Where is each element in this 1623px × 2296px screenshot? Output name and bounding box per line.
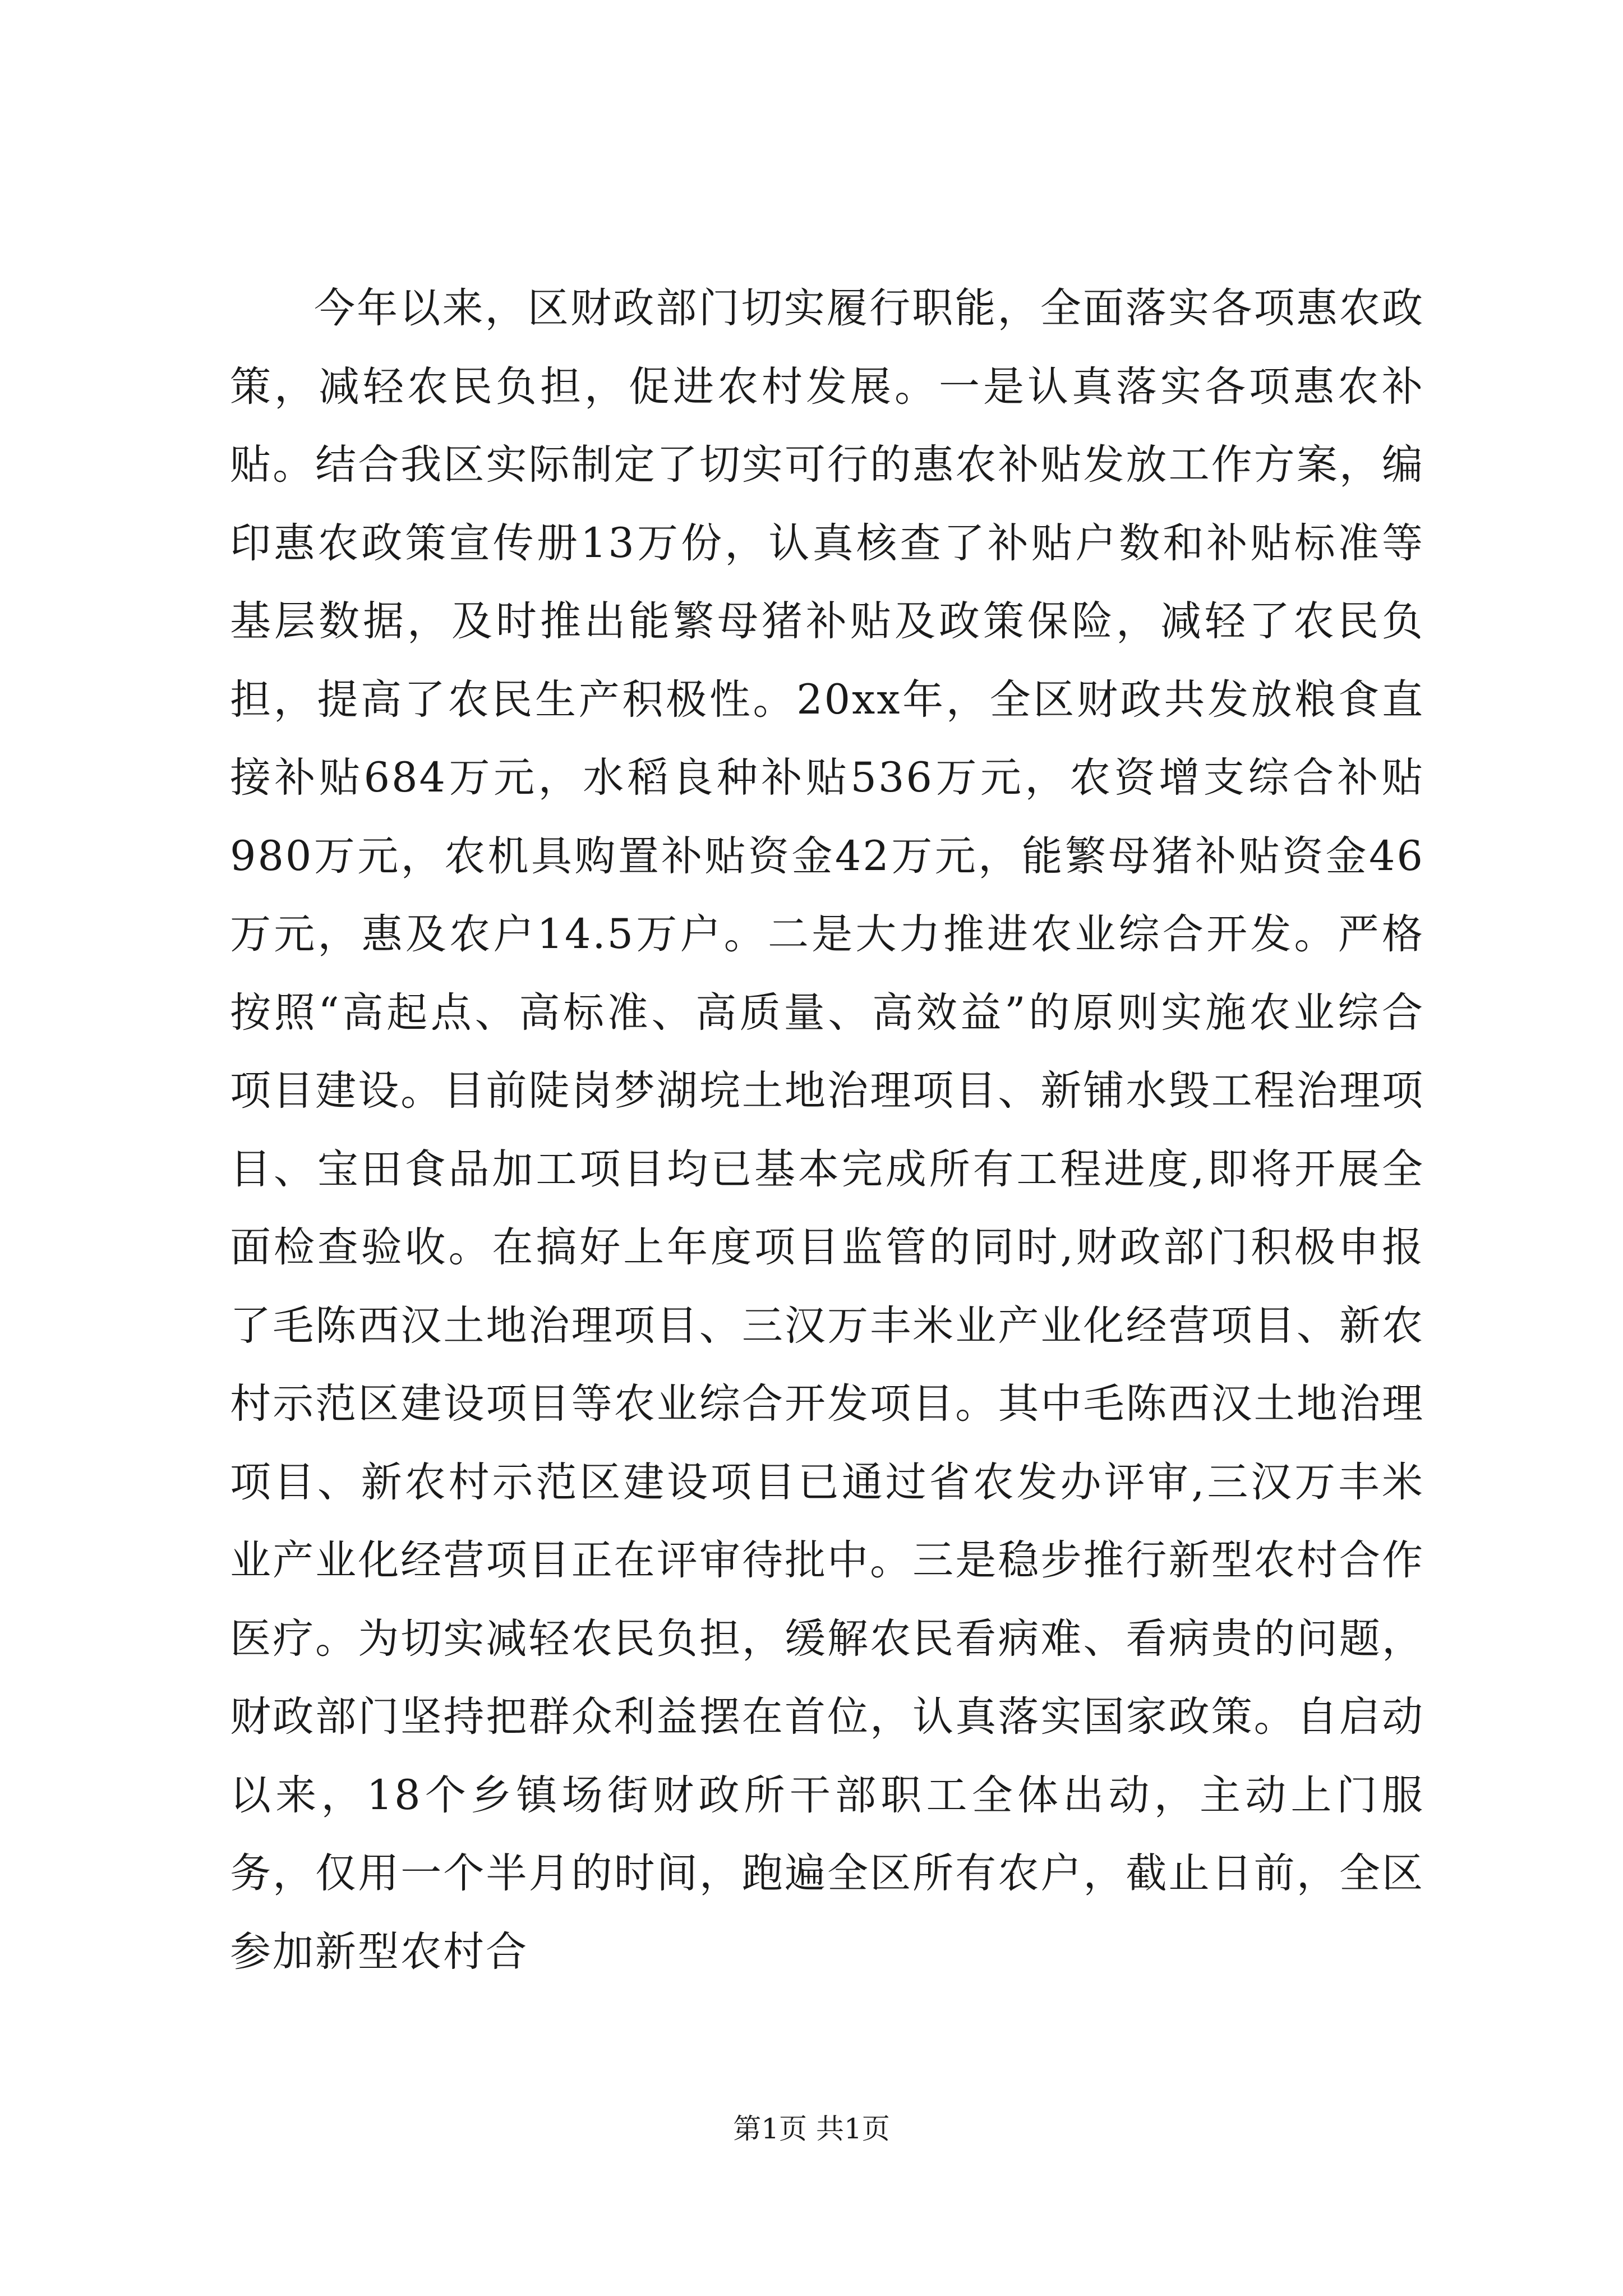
body-paragraph: 今年以来，区财政部门切实履行职能，全面落实各项惠农政策，减轻农民负担，促进农村发展。一是认真落实各项惠农补贴。结合我区实际制定了切实可行的惠农补贴发放工作方案，编印惠农政策宣传册13万份，认真核查了补贴户数和补贴标准等基层数据，及时推出能繁母猪补贴及政策保险，减轻了农民负担，提高了农民生产积极性。20xx年，全区财政共发放粮食直接补贴684万元，水稻良种补贴536万元，农资增支综合补贴980万元，农机具购置补贴资金42万元，能繁母猪补贴资金46万元，惠及农户14.5万户。二是大力推进农业综合开发。严格按照“高起点、高标准、高质量、高效益”的原则实施农业综合项目建设。目前陡岗梦湖垸土地治理项目、新铺水毁工程治理项目、宝田食品加工项目均已基本完成所有工程进度,即将开展全面检查验收。在搞好上年度项目监管的同时,财政部门积极申报了毛陈西汉土地治理项目、三汉万丰米业产业化经营项目、新农村示范区建设项目等农业综合开发项目。其中毛陈西汉土地治理项目、新农村示范区建设项目已通过省农发办评审,三汉万丰米业产业化经营项目正在评审待批中。三是稳步推行新型农村合作医疗。为切实减轻农民负担，缓解农民看病难、看病贵的问题，财政部门坚持把群众利益摆在首位，认真落实国家政策。自启动以来，18个乡镇场街财政所干部职工全体出动，主动上门服务，仅用一个半月的时间，跑遍全区所有农户，截止日前，全区参加新型农村合 (230, 284, 1424, 1976)
page-footer: 第1页 共1页 (733, 2113, 890, 2145)
